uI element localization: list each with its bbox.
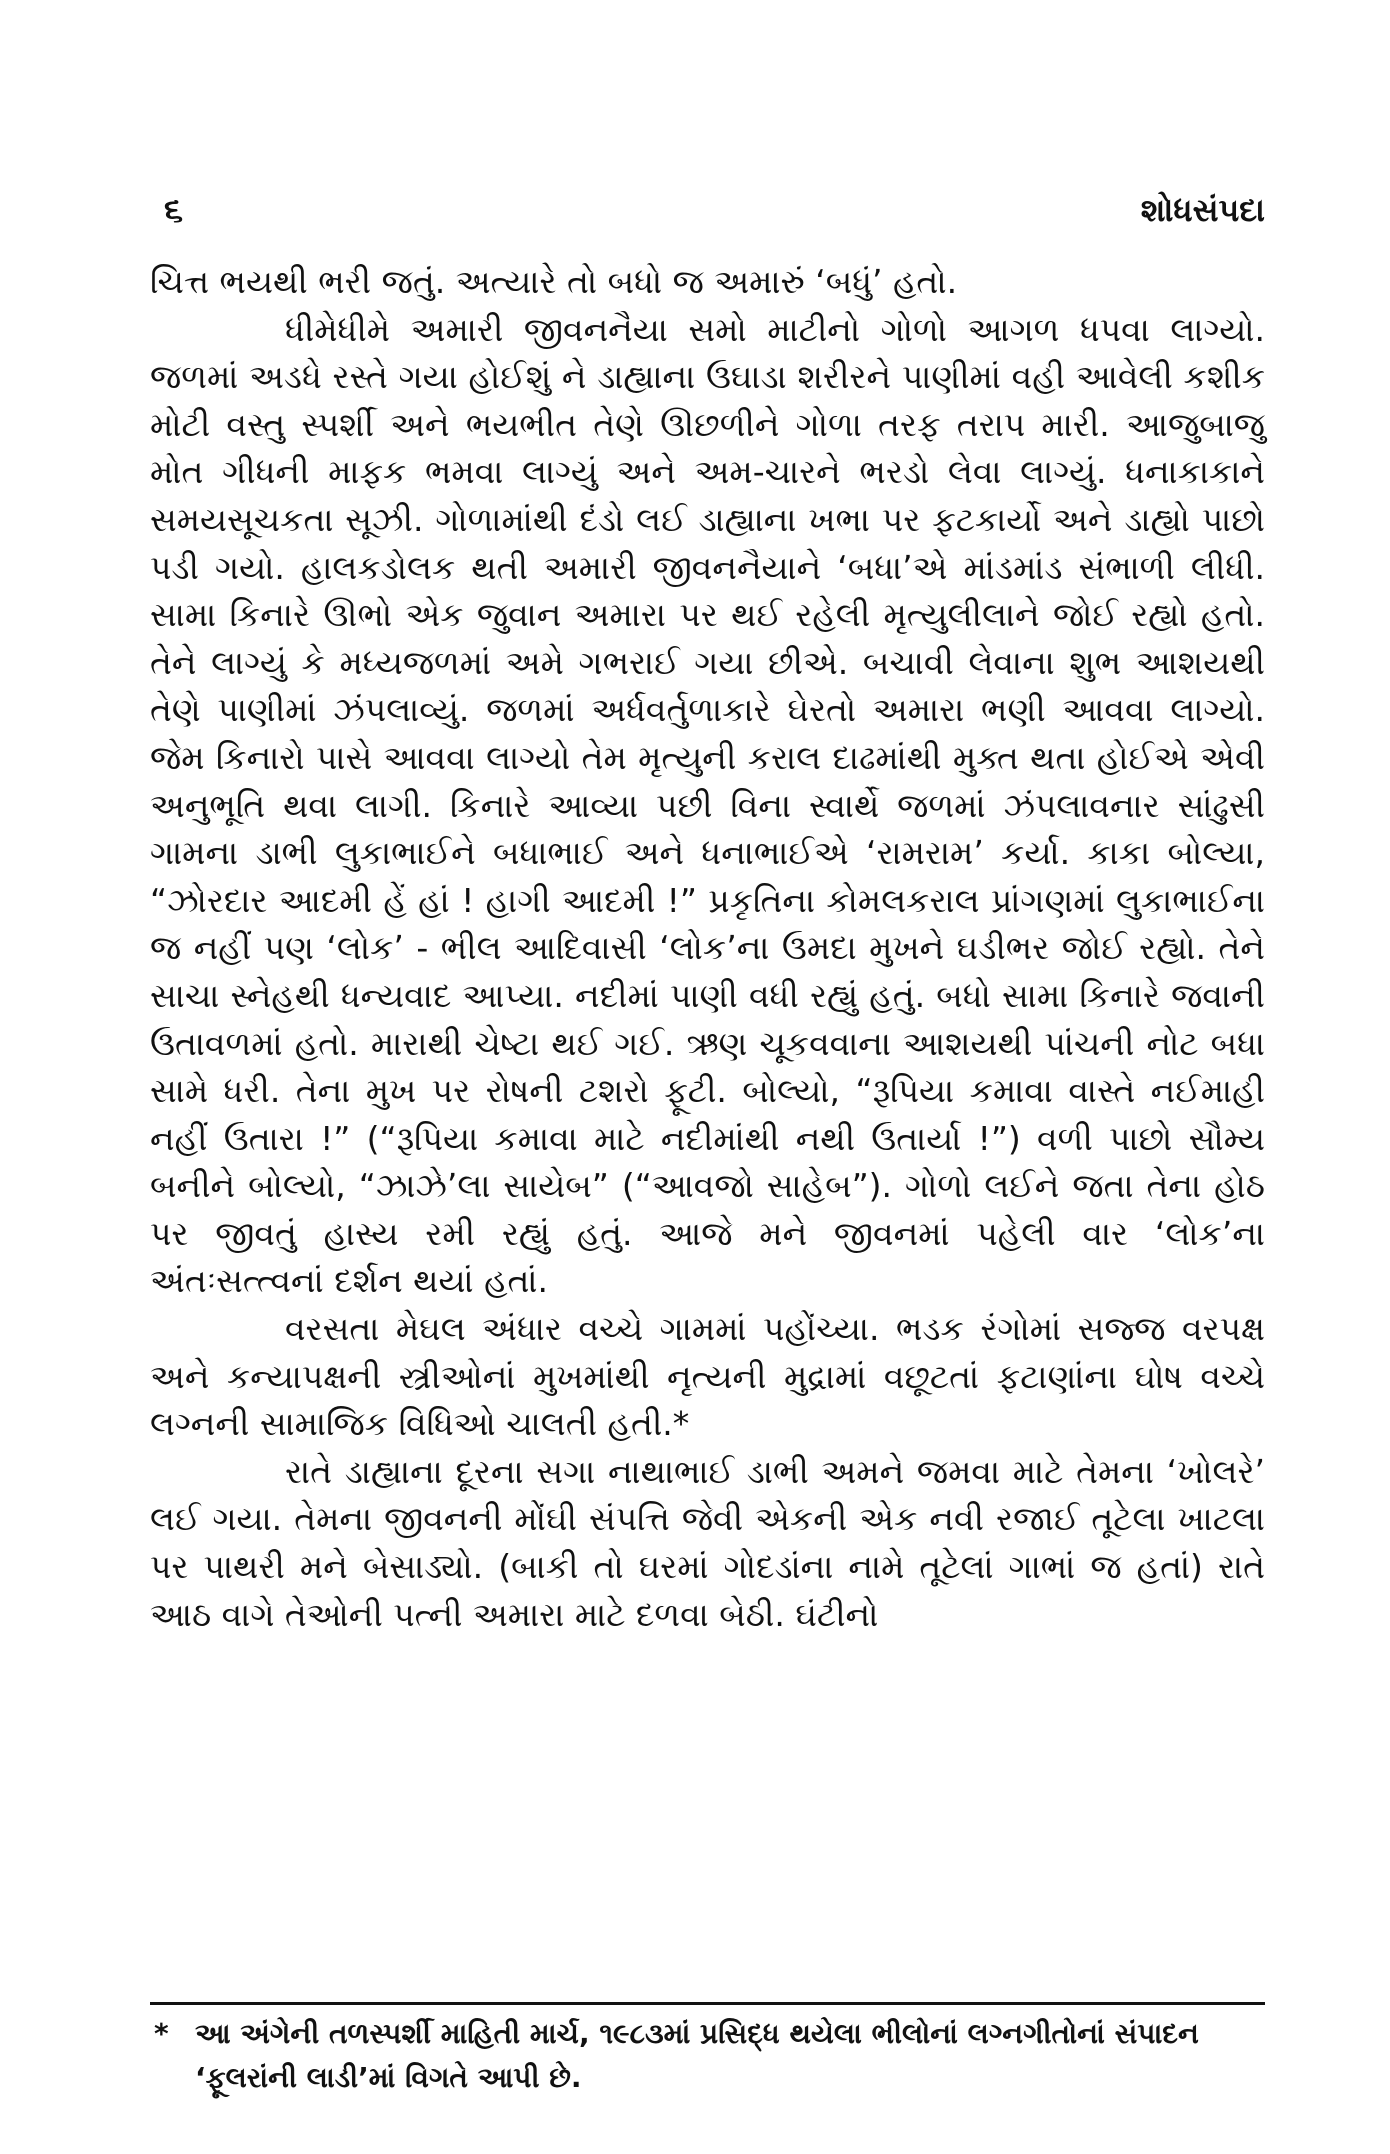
paragraph: વરસતા મેઘલ અંધાર વચ્ચે ગામમાં પહોંચ્યા. ભડક રંગોમાં સજ્જ વરપક્ષ અને કન્યાપક્ષની સ્ત્રીઓનાં મુખમાંથી નૃત્યની મુદ્રામાં વછૂટતાં ફટાણાંના ઘોષ વચ્ચે લગ્નની સામાજિક વિધિઓ ચાલતી હતી.* xyxy=(150,1309,1265,1444)
paragraph: ચિત્ત ભયથી ભરી જતું. અત્યારે તો બધો જ અમારું ‘બધું’ હતો. xyxy=(150,262,958,301)
running-head xyxy=(150,180,1265,240)
footnote xyxy=(150,2012,1265,2100)
footnote-marker: * xyxy=(154,2017,169,2050)
paragraph: રાતે ડાહ્યાના દૂરના સગા નાથાભાઈ ડાભી અમને જમવા માટે તેમના ‘ખોલરે’ લઈ ગયા. તેમના જીવનની મોંઘી સંપત્તિ જેવી એકની એક નવી રજાઈ તૂટેલા ખાટલા પર પાથરી મને બેસાડ્યો. (બાકી તો ઘરમાં ગોદડાંના નામે તૂટેલાં ગાભાં જ હતાં) રાતે આઠ વાગે તેઓની પત્ની અમારા માટે દળવા બેઠી. ઘંટીનો xyxy=(150,1451,1265,1634)
footnote-divider xyxy=(150,2002,1265,2005)
paragraph: ધીમેધીમે અમારી જીવનનૈયા સમો માટીનો ગોળો આગળ ધપવા લાગ્યો. જળમાં અડધે રસ્તે ગયા હોઈશું ને ડાહ્યાના ઉઘાડા શરીરને પાણીમાં વહી આવેલી કશીક મોટી વસ્તુ સ્પર્શી અને ભયભીત તેણે ઊછળીને ગોળા તરફ તરાપ મારી. આજુબાજુ મોત ગીધની માફક ભમવા લાગ્યું અને અમ-ચારને ભરડો લેવા લાગ્યું. ધનાકાકાને સમયસૂચકતા સૂઝી. ગોળામાંથી દંડો લઈ ડાહ્યાના ખભા પર ફટકાર્યો અને ડાહ્યો પાછો પડી ગયો. હાલકડોલક થતી અમારી જીવનનૈયાને ‘બધા’એ માંડમાંડ સંભાળી લીધી. સામા કિનારે ઊભો એક જુવાન અમારા પર થઈ રહેલી મૃત્યુલીલાને જોઈ રહ્યો હતો. તેને લાગ્યું કે મધ્યજળમાં અમે ગભરાઈ ગયા છીએ. બચાવી લેવાના શુભ આશયથી તેણે પાણીમાં ઝંપલાવ્યું. જળમાં અર્ધવર્તુળાકારે ઘેરતો અમારા ભણી આવવા લાગ્યો. જેમ કિનારો પાસે આવવા લાગ્યો તેમ મૃત્યુની કરાલ દાઢમાંથી મુક્ત થતા હોઈએ એવી અનુભૂતિ થવા લાગી. કિનારે આવ્યા પછી વિના સ્વાર્થે જળમાં ઝંપલાવનાર સાંઢુસી ગામના ડાભી લુકાભાઈને બધાભાઈ અને ધનાભાઈએ ‘રામરામ’ કર્યા. કાકા બોલ્યા, “ઝોરદાર આદમી હેં હાં ! હાગી આદમી !” પ્રકૃતિના કોમલકરાલ પ્રાંગણમાં લુકાભાઈના જ નહીં પણ ‘લોક’ - ભીલ આદિવાસી ‘લોક’ના ઉમદા મુખને ઘડીભર જોઈ રહ્યો. તેને સાચા સ્નેહથી ધન્યવાદ આપ્યા. નદીમાં પાણી વધી રહ્યું હતું. બધો સામા કિનારે જવાની ઉતાવળમાં હતો. મારાથી ચેષ્ટા થઈ ગઈ. ઋણ ચૂકવવાના આશયથી પાંચની નોટ બધા સામે ધરી. તેના મુખ પર રોષની ટશરો ફૂટી. બોલ્યો, “રૂપિયા કમાવા વાસ્તે નઈમાહી નહીં ઉતારા !” (“રૂપિયા કમાવા માટે નદીમાંથી નથી ઉતાર્યા !”) વળી પાછો સૌમ્ય બનીને બોલ્યો, “ઝાઝે’લા સાયેબ” (“આવજો સાહેબ”). ગોળો લઈને જતા તેના હોઠ પર જીવતું હાસ્ય રમી રહ્યું હતું. આજે મને જીવનમાં પહેલી વાર ‘લોક’ના અંતઃસત્ત્વનાં દર્શન થયાં હતાં. xyxy=(150,309,1265,1301)
page-number: ૬ xyxy=(164,190,184,230)
footnote-text: આ અંગેની તળસ્પર્શી માહિતી માર્ચ, ૧૯૮૩માં પ્રસિદ્ધ થયેલા ભીલોનાં લગ્નગીતોનાં સંપાદન ‘ફૂલરાંની લાડી’માં વિગતે આપી છે. xyxy=(195,2017,1199,2094)
running-title: શોધસંપદા xyxy=(1140,191,1265,229)
body-text xyxy=(150,258,1265,1638)
